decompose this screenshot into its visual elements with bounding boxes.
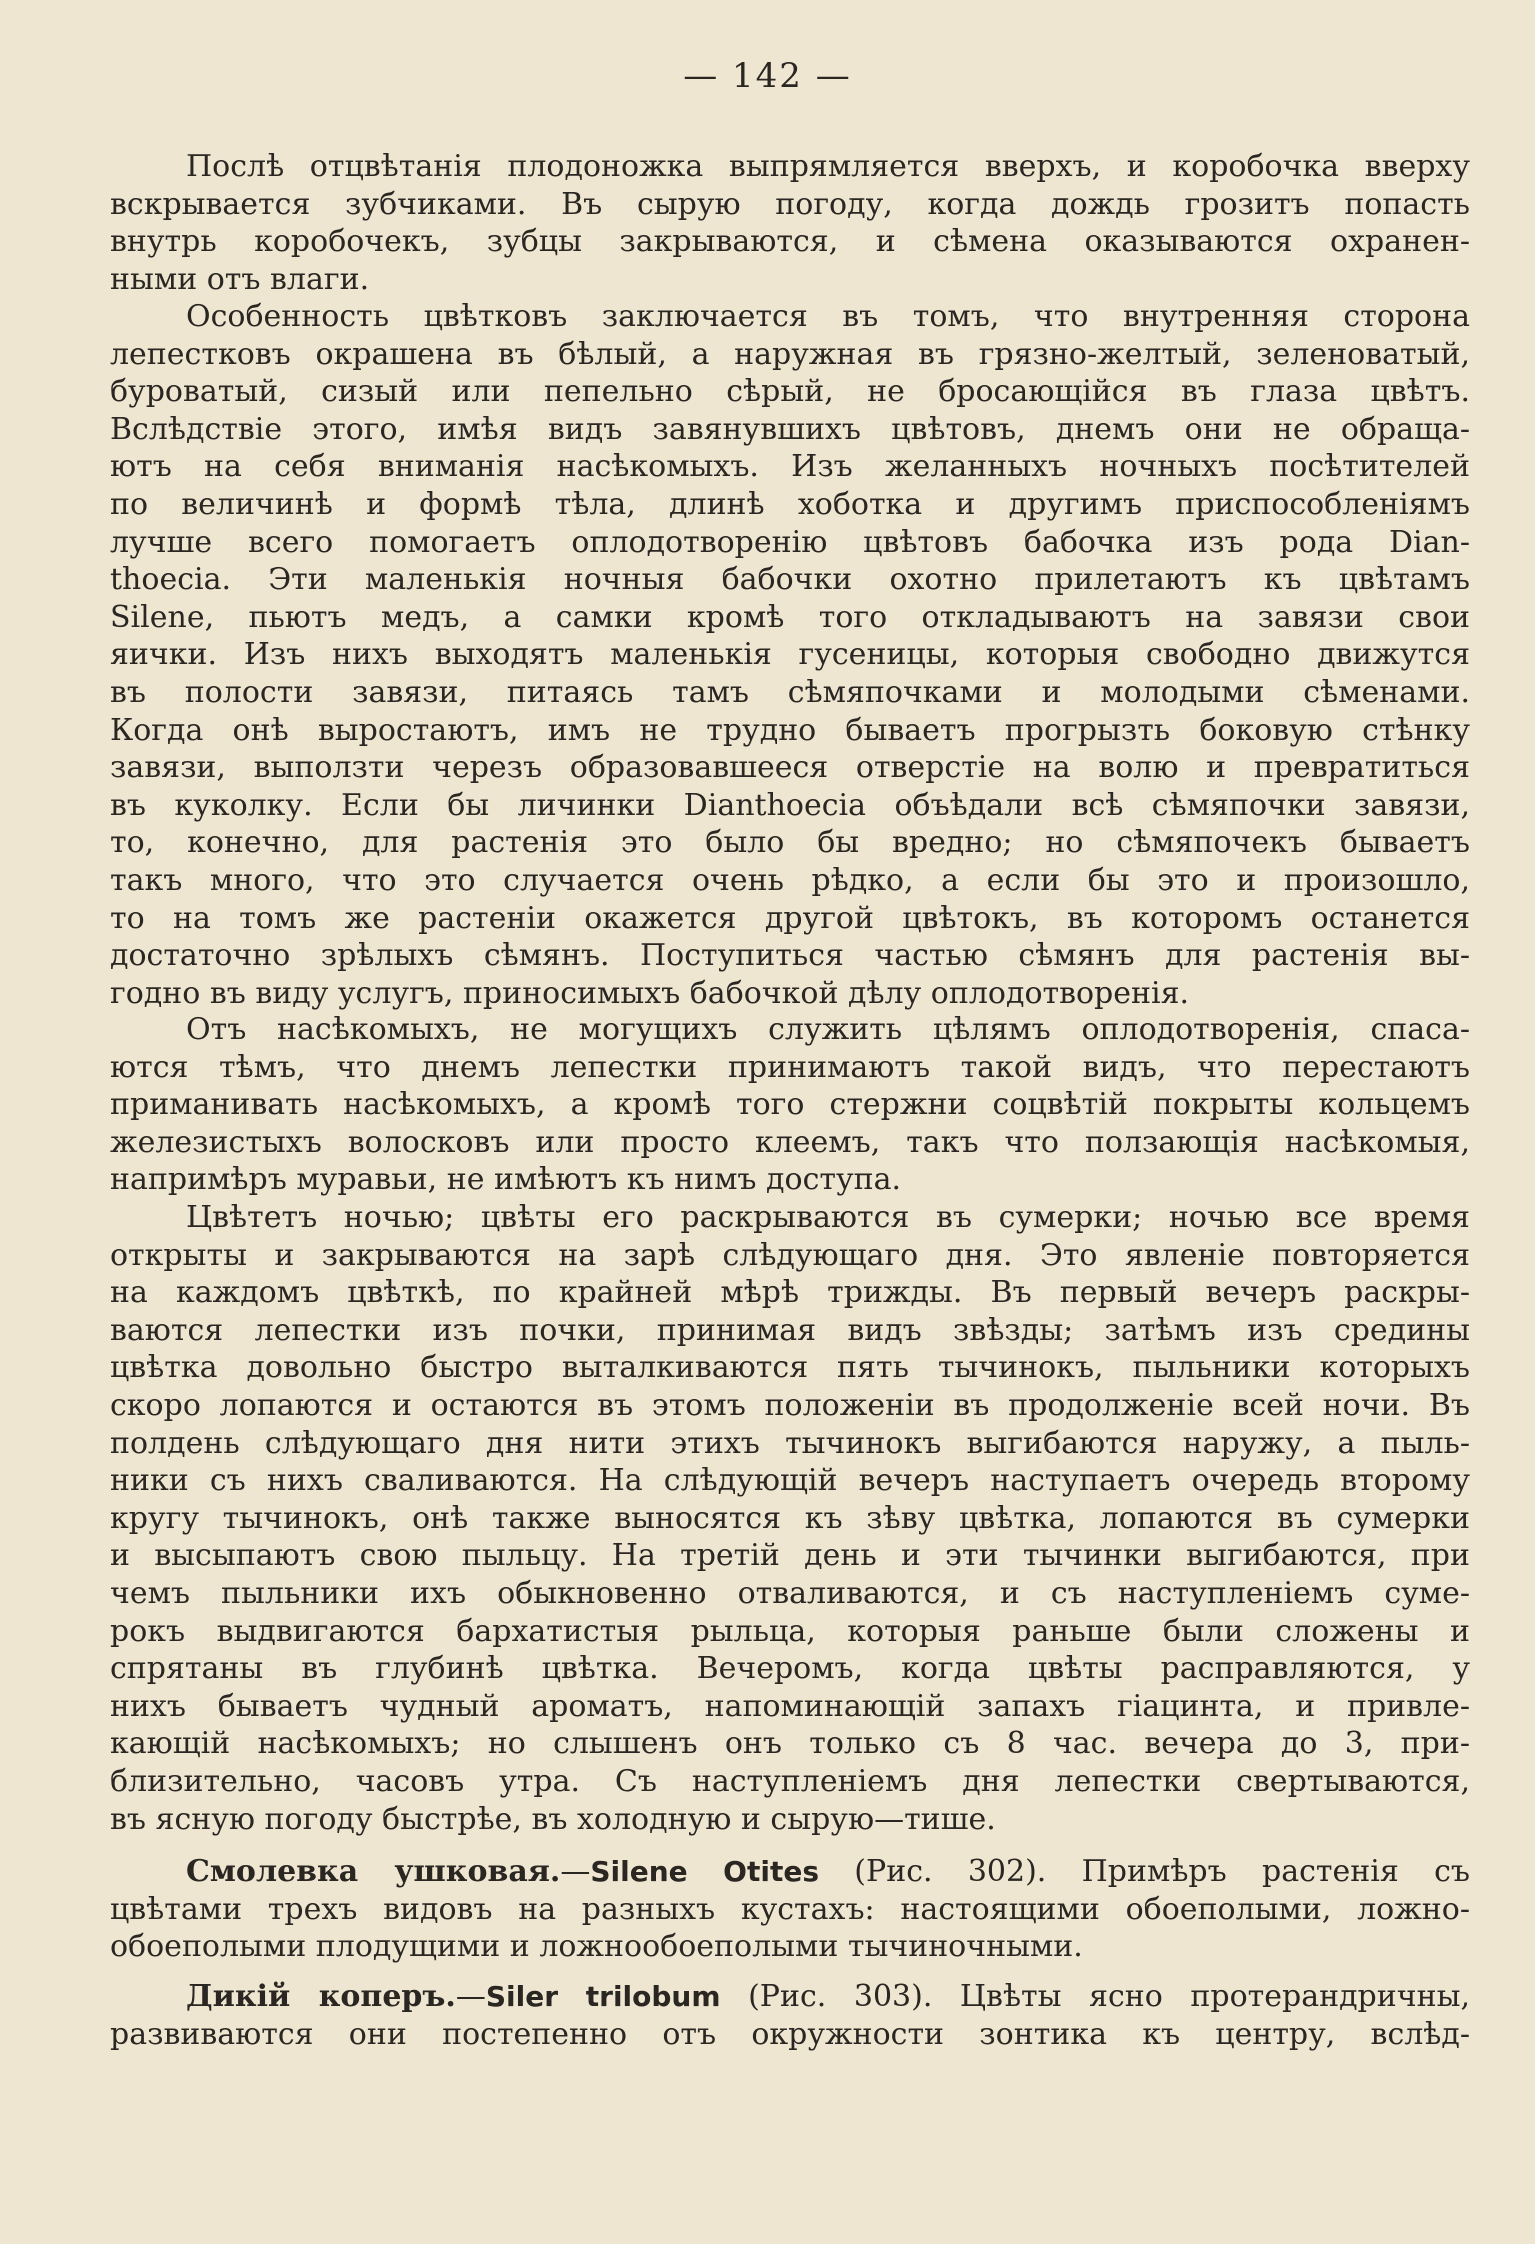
text-line: кругу тычинокъ, онѣ также выносятся къ зѣву цвѣтка, лопаются въ сумерки [110,1500,1470,1536]
paragraph-5 [110,1853,1470,1966]
text-line: ники съ нихъ сваливаются. На слѣдующій вечеръ наступаетъ очередь второму [110,1463,1470,1499]
text-line: на каждомъ цвѣткѣ, по крайней мѣрѣ трижды. Въ первый вечеръ раскры- [110,1275,1470,1311]
text-line: по величинѣ и формѣ тѣла, длинѣ хоботка и другимъ приспособленіямъ [110,486,1470,522]
paragraph-6-line-2: развиваются они постепенно отъ окружности зонтика къ центру, вслѣд- [110,2016,1470,2052]
text-line: и высыпаютъ свою пыльцу. На третій день и эти тычинки выгибаются, при [110,1538,1470,1574]
text-line: ютъ на себя вниманія насѣкомыхъ. Изъ желанныхъ ночныхъ посѣтителей [110,449,1470,485]
text-line: нихъ бываетъ чудный ароматъ, напоминающій запахъ гіацинта, и привле- [110,1688,1470,1724]
text-line: приманивать насѣкомыхъ, а кромѣ того стержни соцвѣтій покрыты кольцемъ [110,1087,1470,1123]
text-line: цвѣтка довольно быстро выталкиваются пять тычинокъ, пыльники которыхъ [110,1350,1470,1386]
paragraph-1 [110,148,1470,298]
paragraph-4 [110,1199,1470,1838]
text-line: кающій насѣкомыхъ; но слышенъ онъ только съ 8 час. вечера до 3, при- [110,1726,1470,1762]
paragraph-6-line-1-rest: (Рис. 303). Цвѣты ясно протерандричны, [720,1979,1470,2014]
paragraph-5-line-1-rest: (Рис. 302). Примѣръ растенія съ [819,1854,1470,1889]
text-line: достаточно зрѣлыхъ сѣмянъ. Поступиться частью сѣмянъ для растенія вы- [110,938,1470,974]
text-line: открыты и закрываются на зарѣ слѣдующаго дня. Это явленіе повторяется [110,1237,1470,1273]
text-line: вскрывается зубчиками. Въ сырую погоду, когда дождь грозитъ попасть [110,186,1470,222]
text-line: Когда онѣ выростаютъ, имъ не трудно бываетъ прогрызть боковую стѣнку [110,712,1470,748]
text-line: въ полости завязи, питаясь тамъ сѣмяпочками и молодыми сѣменами. [110,674,1470,710]
dash: — [455,1979,486,2014]
text-line: лучше всего помогаетъ оплодотворенію цвѣтовъ бабочка изъ рода Dian- [110,524,1470,560]
text-line: чемъ пыльники ихъ обыкновенно отваливаются, и съ наступленіемъ суме- [110,1575,1470,1611]
paragraph-2 [110,298,1470,1012]
text-line: железистыхъ волосковъ или просто клеемъ, такъ что ползающія насѣкомыя, [110,1124,1470,1160]
text-line: буроватый, сизый или пепельно сѣрый, не бросающійся въ глаза цвѣтъ. [110,374,1470,410]
text-line: близительно, часовъ утра. Съ наступленіемъ дня лепестки свертываются, [110,1763,1470,1799]
dash: — [560,1854,591,1889]
text-line: Послѣ отцвѣтанія плодоножка выпрямляется вверхъ, и коробочка вверху [186,149,1470,184]
text-line: лепестковъ окрашена въ бѣлый, а наружная въ грязно-желтый, зеленоватый, [110,336,1470,372]
paragraph-6 [110,1978,1470,2053]
text-line: годно въ виду услугъ, приносимыхъ бабочкой дѣлу оплодотворенія. [110,975,1190,1011]
paragraph-5-line-3: обоеполыми плодущими и ложнообоеполыми тычиночными. [110,1929,1083,1965]
text-line: полдень слѣдующаго дня нити этихъ тычинокъ выгибаются наружу, а пыль- [110,1425,1470,1461]
text-line: ются тѣмъ, что днемъ лепестки принимаютъ такой видъ, что перестаютъ [110,1049,1470,1085]
paragraph-5-line-1 [110,1853,1470,1891]
text-line: ваются лепестки изъ почки, принимая видъ звѣзды; затѣмъ изъ средины [110,1312,1470,1348]
text-line: завязи, выползти черезъ образовавшееся отверстіе на волю и превратиться [110,750,1470,786]
text-line: ными отъ влаги. [110,261,370,297]
text-line: Цвѣтетъ ночью; цвѣты его раскрываются въ сумерки; ночью все время [186,1200,1470,1235]
text-line: Silene, пьютъ медъ, а самки кромѣ того откладываютъ на завязи свои [110,599,1470,635]
text-line: то, конечно, для растенія это было бы вредно; но сѣмяпочекъ бываетъ [110,825,1470,861]
text-line: скоро лопаются и остаются въ этомъ положеніи въ продолженіе всей ночи. Въ [110,1387,1470,1423]
text-line: спрятаны въ глубинѣ цвѣтка. Вечеромъ, когда цвѣты расправляются, у [110,1651,1470,1687]
text-line: thoecia. Эти маленькія ночныя бабочки охотно прилетаютъ къ цвѣтамъ [110,562,1470,598]
plant-name-ru: Дикій коперъ. [186,1979,456,2014]
text-line: такъ много, что это случается очень рѣдко, а если бы это и произошло, [110,862,1470,898]
paragraph-3 [110,1011,1470,1199]
paragraph-6-line-1 [110,1978,1470,2016]
text-line: напримѣръ муравьи, не имѣютъ къ нимъ доступа. [110,1162,902,1198]
text-line: Особенность цвѣтковъ заключается въ томъ, что внутренняя сторона [186,299,1470,334]
text-line: Отъ насѣкомыхъ, не могущихъ служить цѣлямъ оплодотворенія, спаса- [186,1012,1470,1047]
text-line: внутрь коробочекъ, зубцы закрываются, и сѣмена оказываются охранен- [110,224,1470,260]
text-line: въ ясную погоду быстрѣе, въ холодную и сырую—тише. [110,1801,996,1837]
text-line: яички. Изъ нихъ выходятъ маленькія гусеницы, которыя свободно движутся [110,637,1470,673]
text-line: Вслѣдствіе этого, имѣя видъ завянувшихъ цвѣтовъ, днемъ они не обраща- [110,411,1470,447]
text-line: въ куколку. Если бы личинки Dianthoecia объѣдали всѣ сѣмяпочки завязи, [110,787,1470,823]
plant-name-latin: Silene Otites [590,1855,819,1888]
text-line: то на томъ же растеніи окажется другой цвѣтокъ, въ которомъ останется [110,900,1470,936]
paragraph-5-line-2: цвѣтами трехъ видовъ на разныхъ кустахъ: настоящими обоеполыми, ложно- [110,1891,1470,1927]
plant-name-ru: Смолевка ушковая. [186,1854,561,1889]
page-number: — 142 — [683,56,852,96]
plant-name-latin: Siler trilobum [485,1980,721,2013]
text-line: рокъ выдвигаются бархатистыя рыльца, которыя раньше были сложены и [110,1613,1470,1649]
